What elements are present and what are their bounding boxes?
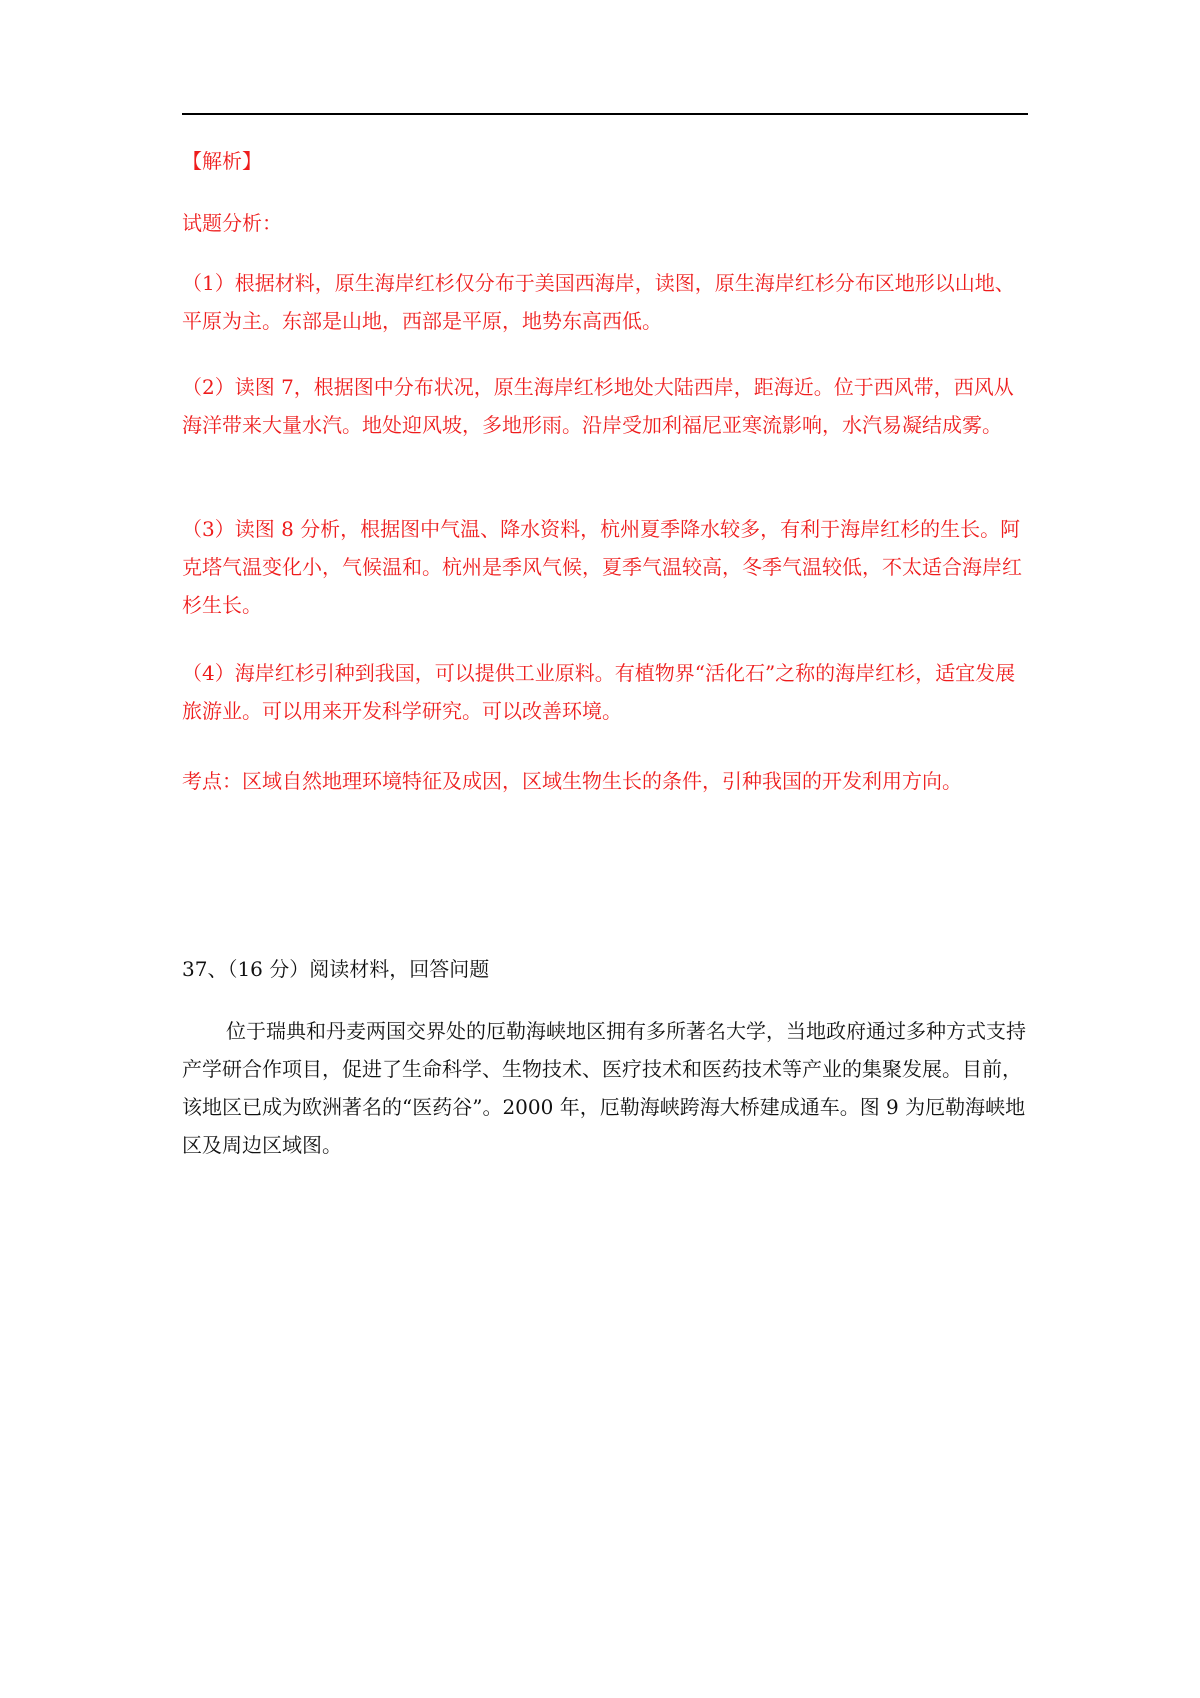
kaodian-note: 考点：区域自然地理环境特征及成因，区域生物生长的条件，引种我国的开发利用方向。	[182, 769, 962, 793]
question-37-title: 37、（16 分）阅读材料，回答问题	[182, 957, 490, 981]
header-rule	[182, 113, 1028, 115]
analysis-subheading: 试题分析：	[182, 211, 282, 235]
analysis-point-1: （1）根据材料，原生海岸红杉仅分布于美国西海岸，读图，原生海岸红杉分布区地形以山地、平原为主。东部是山地，西部是平原，地势东高西低。	[182, 271, 1015, 333]
question-37-paragraph: 位于瑞典和丹麦两国交界处的厄勒海峡地区拥有多所著名大学，当地政府通过多种方式支持产学研合作项目，促进了生命科学、生物技术、医疗技术和医药技术等产业的集聚发展。目前，该地区已成为欧洲著名的“医药谷”。2000 年，厄勒海峡跨海大桥建成通车。图 9 为厄勒海峡地区及周边区域图。	[182, 1019, 1026, 1157]
analysis-point-3: （3）读图 8 分析，根据图中气温、降水资料，杭州夏季降水较多，有利于海岸红杉的生长。阿克塔气温变化小，气候温和。杭州是季风气候，夏季气温较高，冬季气温较低，不太适合海岸红杉生长。	[182, 517, 1022, 617]
analysis-point-4: （4）海岸红杉引种到我国，可以提供工业原料。有植物界“活化石”之称的海岸红杉，适宜发展旅游业。可以用来开发科学研究。可以改善环境。	[182, 661, 1016, 723]
analysis-heading: 【解析】	[182, 149, 262, 173]
analysis-point-2: （2）读图 7，根据图中分布状况，原生海岸红杉地处大陆西岸，距海近。位于西风带，西风从海洋带来大量水汽。地处迎风坡，多地形雨。沿岸受加利福尼亚寒流影响，水汽易凝结成雾。	[182, 375, 1014, 437]
